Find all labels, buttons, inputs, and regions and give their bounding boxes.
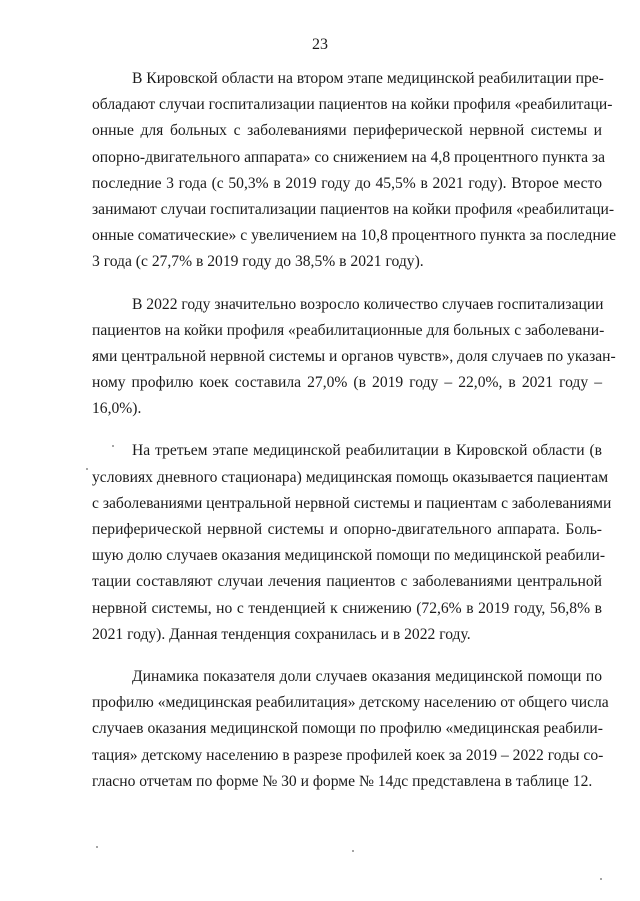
text-line: нервной системы, но с тенденцией к снижению (72,6% в 2019 году, 56,8% в bbox=[92, 599, 602, 617]
text-line: обладают случаи госпитализации пациентов на койки профиля «реабилитаци- bbox=[92, 96, 613, 114]
text-line: шую долю случаев оказания медицинской помощи по медицинской реабили- bbox=[92, 547, 606, 565]
scan-speck bbox=[112, 445, 114, 447]
page-number: 23 bbox=[312, 36, 328, 53]
text-line: гласно отчетам по форме № 30 и форме № 14дс представлена в таблице 12. bbox=[92, 772, 593, 790]
text-line: занимают случаи госпитализации пациентов на койки профиля «реабилитаци- bbox=[92, 200, 615, 218]
document-body bbox=[92, 66, 617, 795]
text-line: ному профилю коек составила 27,0% (в 2019 году – 22,0%, в 2021 году – bbox=[92, 374, 602, 392]
text-line: В 2022 году значительно возросло количество случаев госпитализации bbox=[132, 295, 604, 313]
text-line: На третьем этапе медицинской реабилитации в Кировской области (в bbox=[132, 442, 602, 460]
scan-speck bbox=[600, 878, 602, 880]
text-line: ями центральной нервной системы и органов чувств», доля случаев по указан- bbox=[92, 347, 616, 365]
text-line: опорно-двигательного аппарата» со снижением на 4,8 процентного пункта за bbox=[92, 148, 605, 166]
text-line: случаев оказания медицинской помощи по профилю «медицинская реабили- bbox=[92, 720, 603, 738]
text-line: тации составляют случаи лечения пациентов с заболеваниями центральной bbox=[92, 573, 602, 591]
text-line: последние 3 года (с 50,3% в 2019 году до 45,5% в 2021 году). Второе место bbox=[92, 174, 602, 192]
paragraph-1 bbox=[92, 66, 617, 276]
text-line: 2021 году). Данная тенденция сохранилась и в 2022 году. bbox=[92, 625, 471, 643]
text-line: онные для больных с заболеваниями периферической нервной системы и bbox=[92, 122, 602, 140]
text-line: профилю «медицинская реабилитация» детскому населению от общего числа bbox=[92, 694, 609, 712]
paragraph-4 bbox=[92, 664, 609, 795]
text-line: пациентов на койки профиля «реабилитационные для больных с заболевани- bbox=[92, 321, 605, 339]
paragraph-2 bbox=[92, 292, 616, 423]
text-line: онные соматические» с увеличением на 10,8 процентного пункта за последние bbox=[92, 227, 617, 245]
scan-speck bbox=[352, 850, 354, 852]
text-line: 16,0%). bbox=[92, 400, 142, 418]
text-line: тация» детскому населению в разрезе профилей коек за 2019 – 2022 годы со- bbox=[92, 746, 604, 764]
scan-speck bbox=[86, 468, 88, 470]
text-line: 3 года (с 27,7% в 2019 году до 38,5% в 2021 году). bbox=[92, 253, 424, 271]
text-line: с заболеваниями центральной нервной системы и пациентам с заболеваниями bbox=[92, 494, 612, 512]
text-line: В Кировской области на втором этапе медицинской реабилитации пре- bbox=[132, 70, 604, 87]
scan-speck bbox=[96, 846, 98, 848]
text-line: периферической нервной системы и опорно-двигательного аппарата. Боль- bbox=[92, 521, 602, 538]
text-line: условиях дневного стационара) медицинская помощь оказывается пациентам bbox=[92, 468, 609, 486]
paragraph-3 bbox=[92, 438, 612, 648]
text-line: Динамика показателя доли случаев оказания медицинской помощи по bbox=[132, 667, 602, 685]
